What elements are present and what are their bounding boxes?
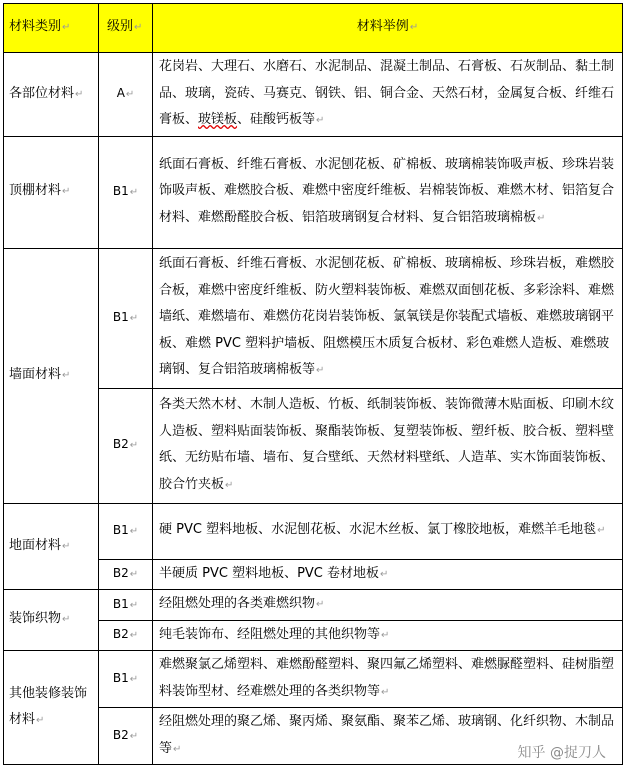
level-cell: B1↵ [99,248,153,388]
materials-table [3,3,623,765]
category-cell: 其他装修装饰材料↵ [4,651,99,765]
category-cell: 顶棚材料↵ [4,136,99,248]
examples-cell: 经阻燃处理的聚乙烯、聚丙烯、聚氨酯、聚苯乙烯、玻璃钢、化纤织物、木制品等↵ [153,708,623,765]
level-cell: B1↵ [99,651,153,708]
spellcheck-word: 玻镁板 [198,112,238,127]
zhihu-watermark: 知乎 @捉刀人 [516,742,608,762]
examples-cell: 花岗岩、大理石、水磨石、水泥制品、混凝土制品、石膏板、石灰制品、黏土制品、玻璃，瓷砖、马赛克、钢铁、铝、铜合金、天然石材，金属复合板、纤维石膏板、玻镁板、硅酸钙板等↵ [153,53,623,137]
category-cell: 装饰织物↵ [4,590,99,651]
examples-cell: 硬 PVC 塑料地板、水泥刨花板、水泥木丝板、氯丁橡胶地板，难燃羊毛地毯↵ [153,503,623,559]
header-examples: 材料举例↵ [153,4,623,53]
examples-cell: 纯毛装饰布、经阻燃处理的其他织物等↵ [153,620,623,651]
level-cell: B2↵ [99,620,153,651]
table-row [4,53,623,137]
category-cell: 墙面材料↵ [4,248,99,503]
level-cell: B1↵ [99,136,153,248]
table-row [4,136,623,248]
table-row [4,651,623,708]
category-cell: 各部位材料↵ [4,53,99,137]
level-cell: B1↵ [99,590,153,621]
table-row [4,503,623,559]
examples-cell: 经阻燃处理的各类难燃织物↵ [153,590,623,621]
category-cell: 地面材料↵ [4,503,99,590]
level-cell: B2↵ [99,708,153,765]
level-cell: B2↵ [99,559,153,590]
level-cell: B2↵ [99,388,153,503]
header-level: 级别↵ [99,4,153,53]
level-cell: A↵ [99,53,153,137]
examples-cell: 半硬质 PVC 塑料地板、PVC 卷材地板↵ [153,559,623,590]
examples-cell: 难燃聚氯乙烯塑料、难燃酚醛塑料、聚四氟乙烯塑料、难燃脲醛塑料、硅树脂塑料装饰型材、经难燃处理的各类织物等↵ [153,651,623,708]
header-category: 材料类别↵ [4,4,99,53]
table-row [4,590,623,621]
table-row [4,248,623,388]
table-header-row [4,4,623,53]
examples-cell: 纸面石膏板、纤维石膏板、水泥刨花板、矿棉板、玻璃棉板、珍珠岩板，难燃胶合板，难燃中密度纤维板、防火塑料装饰板、难燃双面刨花板、多彩涂料、难燃墙纸、难燃墙布、难燃仿花岗岩装饰板、氯氧镁是你装配式墙板、难燃玻璃钢平板、难燃 PVC 塑料护墙板、阻燃模压木质复合板材、彩色难燃人造板、难燃玻璃钢、复合铝箔玻璃棉板等↵ [153,248,623,388]
examples-cell: 纸面石膏板、纤维石膏板、水泥刨花板、矿棉板、玻璃棉装饰吸声板、珍珠岩装饰吸声板、难燃胶合板、难燃中密度纤维板、岩棉装饰板、难燃木材、铝箔复合材料、难燃酚醛胶合板、铝箔玻璃钢复合材料、复合铝箔玻璃棉板↵ [153,136,623,248]
examples-cell: 各类天然木材、木制人造板、竹板、纸制装饰板、装饰微薄木贴面板、印刷木纹人造板、塑料贴面装饰板、聚酯装饰板、复塑装饰板、塑纤板、胶合板、塑料壁纸、无纺贴布墙、墙布、复合壁纸、天然材料壁纸、人造革、实木饰面装饰板、胶合竹夹板↵ [153,388,623,503]
level-cell: B1↵ [99,503,153,559]
